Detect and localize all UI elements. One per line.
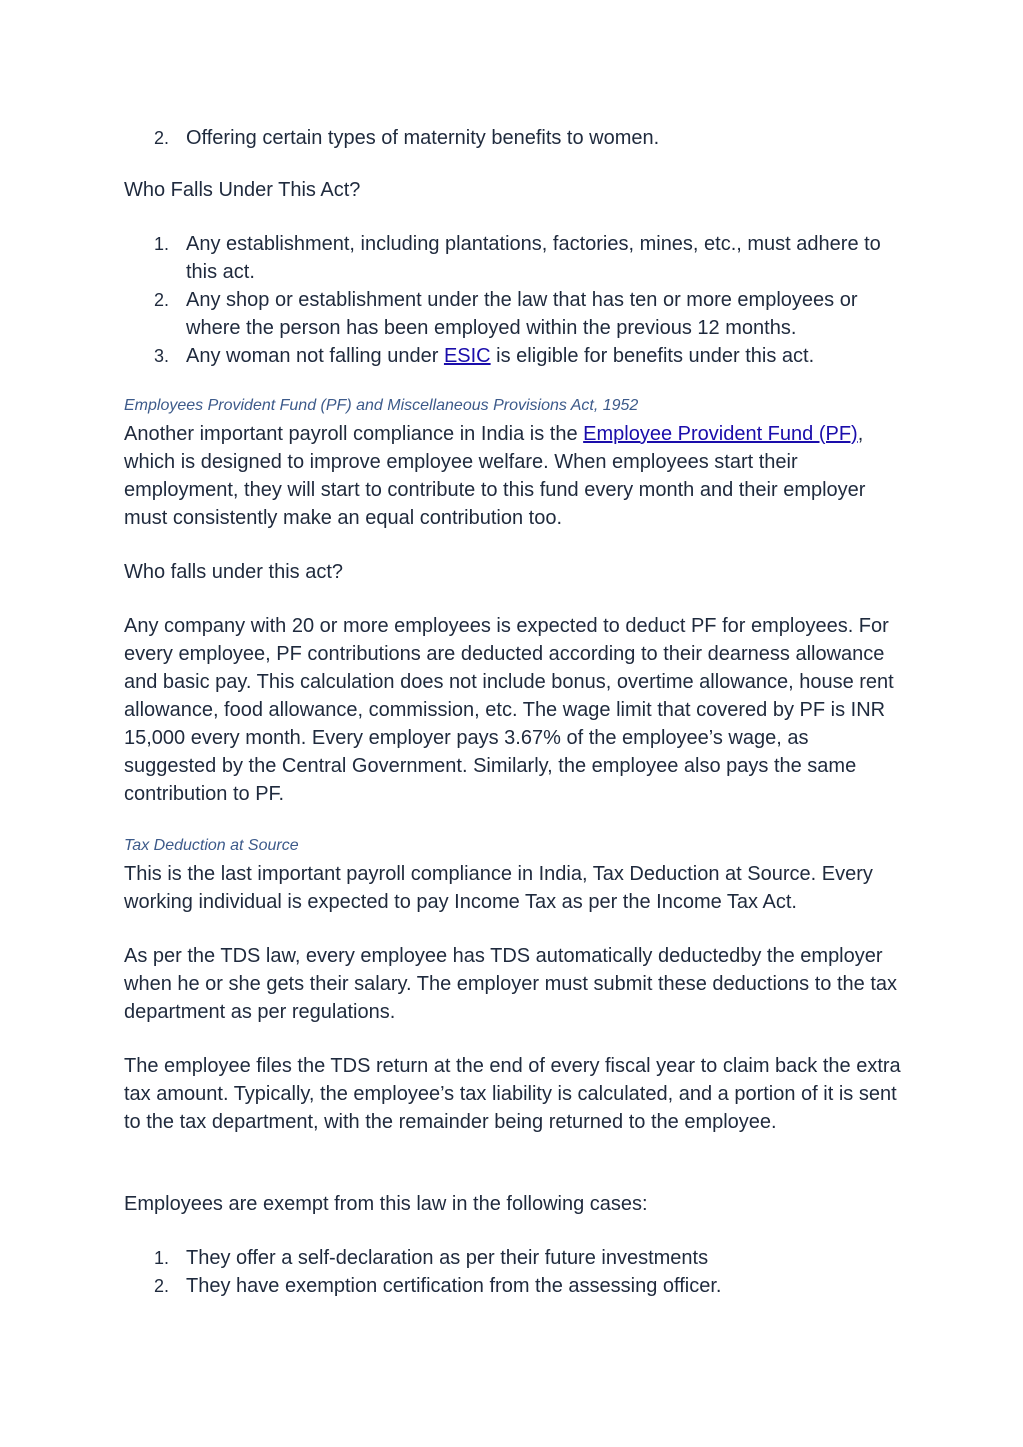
list-item-text: Any shop or establishment under the law that has ten or more employees or where the person has been employed within the previous 12 months. [186, 289, 858, 339]
tds-paragraph-1: This is the last important payroll compliance in India, Tax Deduction at Source. Every working individual is expected to pay Income Tax as per the Income Tax Act. [124, 863, 873, 913]
list-item-text: Any establishment, including plantations, factories, mines, etc., must adhere to this act. [186, 233, 881, 283]
pf-section-heading: Employees Provident Fund (PF) and Miscellaneous Provisions Act, 1952 [124, 397, 639, 414]
exemption-list [124, 1244, 904, 1300]
list-number: 2. [154, 290, 170, 310]
pf-question: Who falls under this act? [124, 561, 343, 583]
maternity-list [124, 124, 904, 152]
tds-section-heading: Tax Deduction at Source [124, 837, 299, 854]
list-item [124, 230, 904, 286]
list-item-text-pre: Any woman not falling under [186, 345, 444, 367]
list-item [124, 286, 904, 342]
pf-intro-paragraph [124, 420, 904, 532]
tds-paragraph-3: The employee files the TDS return at the end of every fiscal year to claim back the extra tax amount. Typically, the employee’s tax liability is calculated, and a portion of it is sent to the tax department, with the remainder being returned to the employee. [124, 1055, 901, 1133]
list-item [124, 342, 904, 370]
tds-paragraph-4: Employees are exempt from this law in the following cases: [124, 1193, 648, 1215]
list-number: 1. [154, 1248, 170, 1268]
list-item-text: They offer a self-declaration as per their future investments [186, 1247, 709, 1269]
list-number: 1. [154, 234, 170, 254]
list-item [124, 1244, 904, 1272]
eligibility-list [124, 230, 904, 370]
pf-link[interactable]: Employee Provident Fund (PF) [583, 423, 858, 445]
tds-paragraph-2: As per the TDS law, every employee has TDS automatically deductedby the employer when he or she gets their salary. The employer must submit these deductions to the tax department as per regulations. [124, 945, 897, 1023]
list-item-text: They have exemption certification from the assessing officer. [186, 1275, 722, 1297]
list-item-text-post: is eligible for benefits under this act. [490, 345, 815, 367]
pf-paragraph: Any company with 20 or more employees is expected to deduct PF for employees. For every employee, PF contributions are deducted according to their dearness allowance and basic pay. This calculation does not include bonus, overtime allowance, house rent allowance, food allowance, commission, etc. The wage limit that covered by PF is INR 15,000 every month. Every employer pays 3.67% of the employee’s wage, as suggested by the Central Government. Similarly, the employee also pays the same contribution to PF. [124, 615, 894, 805]
pf-intro-pre: Another important payroll compliance in India is the [124, 423, 584, 445]
list-number: 2. [154, 128, 170, 148]
list-number: 3. [154, 346, 170, 366]
list-item-text: Offering certain types of maternity benefits to women. [186, 127, 660, 149]
list-number: 2. [154, 1276, 170, 1296]
esic-link[interactable]: ESIC [443, 345, 491, 367]
list-item [124, 1272, 904, 1300]
list-item [124, 124, 904, 152]
pf-intro-post: , which is designed to improve employee welfare. When employees start their employment, they will start to contribute to this fund every month and their employer must consistently make an equal contribution too. [124, 423, 866, 529]
question-heading: Who Falls Under This Act? [124, 179, 361, 201]
